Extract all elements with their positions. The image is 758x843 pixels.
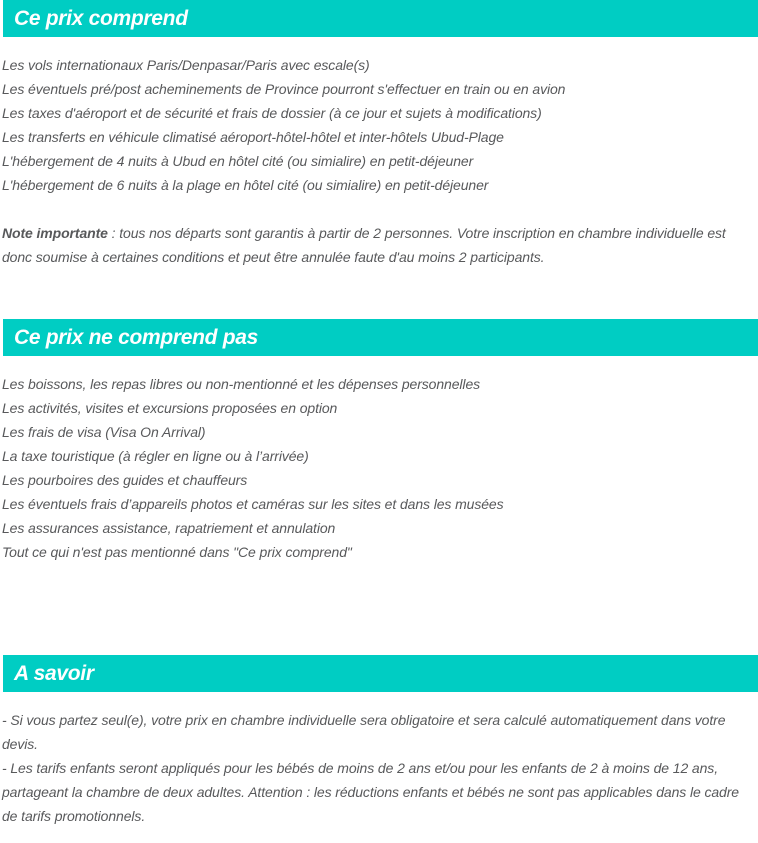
included-item: L'hébergement de 6 nuits à la plage en hôtel cité (ou simialire) en petit-déjeuner (2, 177, 489, 193)
excluded-items-list (2, 372, 752, 564)
section-good-to-know (0, 655, 758, 828)
info-paragraph: - Si vous partez seul(e), votre prix en chambre individuelle sera obligatoire et sera calculé automatiquement dans votre devis. (2, 712, 726, 752)
section-price-excludes (0, 319, 758, 564)
good-to-know-paragraphs (2, 708, 752, 828)
important-note-label: Note importante (2, 225, 108, 241)
section-title-excludes: Ce prix ne comprend pas (14, 325, 259, 349)
included-item: Les éventuels pré/post acheminements de Province pourront s'effectuer en train ou en avion (2, 81, 566, 97)
included-item: Les transferts en véhicule climatisé aéroport-hôtel-hôtel et inter-hôtels Ubud-Plage (2, 129, 504, 145)
important-note-text: : tous nos départs sont garantis à partir de 2 personnes. Votre inscription en chambre individuelle est donc soumise à certaines conditions et peut être annulée faute d'au moins 2 participants. (2, 225, 726, 265)
excluded-item: La taxe touristique (à régler en ligne ou à l’arrivée) (2, 448, 309, 464)
excluded-item: Les boissons, les repas libres ou non-mentionné et les dépenses personnelles (2, 376, 481, 392)
excluded-item: Les activités, visites et excursions proposées en option (2, 400, 338, 416)
section-header-bar (3, 319, 758, 356)
section-header-bar (3, 655, 758, 692)
excluded-item: Les frais de visa (Visa On Arrival) (2, 424, 206, 440)
section-price-includes (0, 0, 758, 269)
excluded-item: Les éventuels frais d’appareils photos et caméras sur les sites et dans les musées (2, 496, 504, 512)
section-title-includes: Ce prix comprend (14, 6, 188, 30)
included-item: Les taxes d'aéroport et de sécurité et frais de dossier (à ce jour et sujets à modifications) (2, 105, 542, 121)
included-item: Les vols internationaux Paris/Denpasar/Paris avec escale(s) (2, 57, 370, 73)
info-paragraph: - Les tarifs enfants seront appliqués pour les bébés de moins de 2 ans et/ou pour les enfants de 2 à moins de 12 ans, partageant la chambre de deux adultes. Attention : les réductions enfants et bébés ne sont pas applicables dans le cadre de tarifs promotionnels. (2, 760, 739, 824)
section-title-good-to-know: A savoir (14, 661, 94, 685)
excluded-item: Les assurances assistance, rapatriement et annulation (2, 520, 336, 536)
important-note (2, 221, 752, 269)
included-items-list (2, 53, 752, 269)
included-item: L'hébergement de 4 nuits à Ubud en hôtel cité (ou simialire) en petit-déjeuner (2, 153, 474, 169)
section-header-bar (3, 0, 758, 37)
excluded-item: Les pourboires des guides et chauffeurs (2, 472, 248, 488)
excluded-item: Tout ce qui n'est pas mentionné dans "Ce prix comprend" (2, 544, 352, 560)
